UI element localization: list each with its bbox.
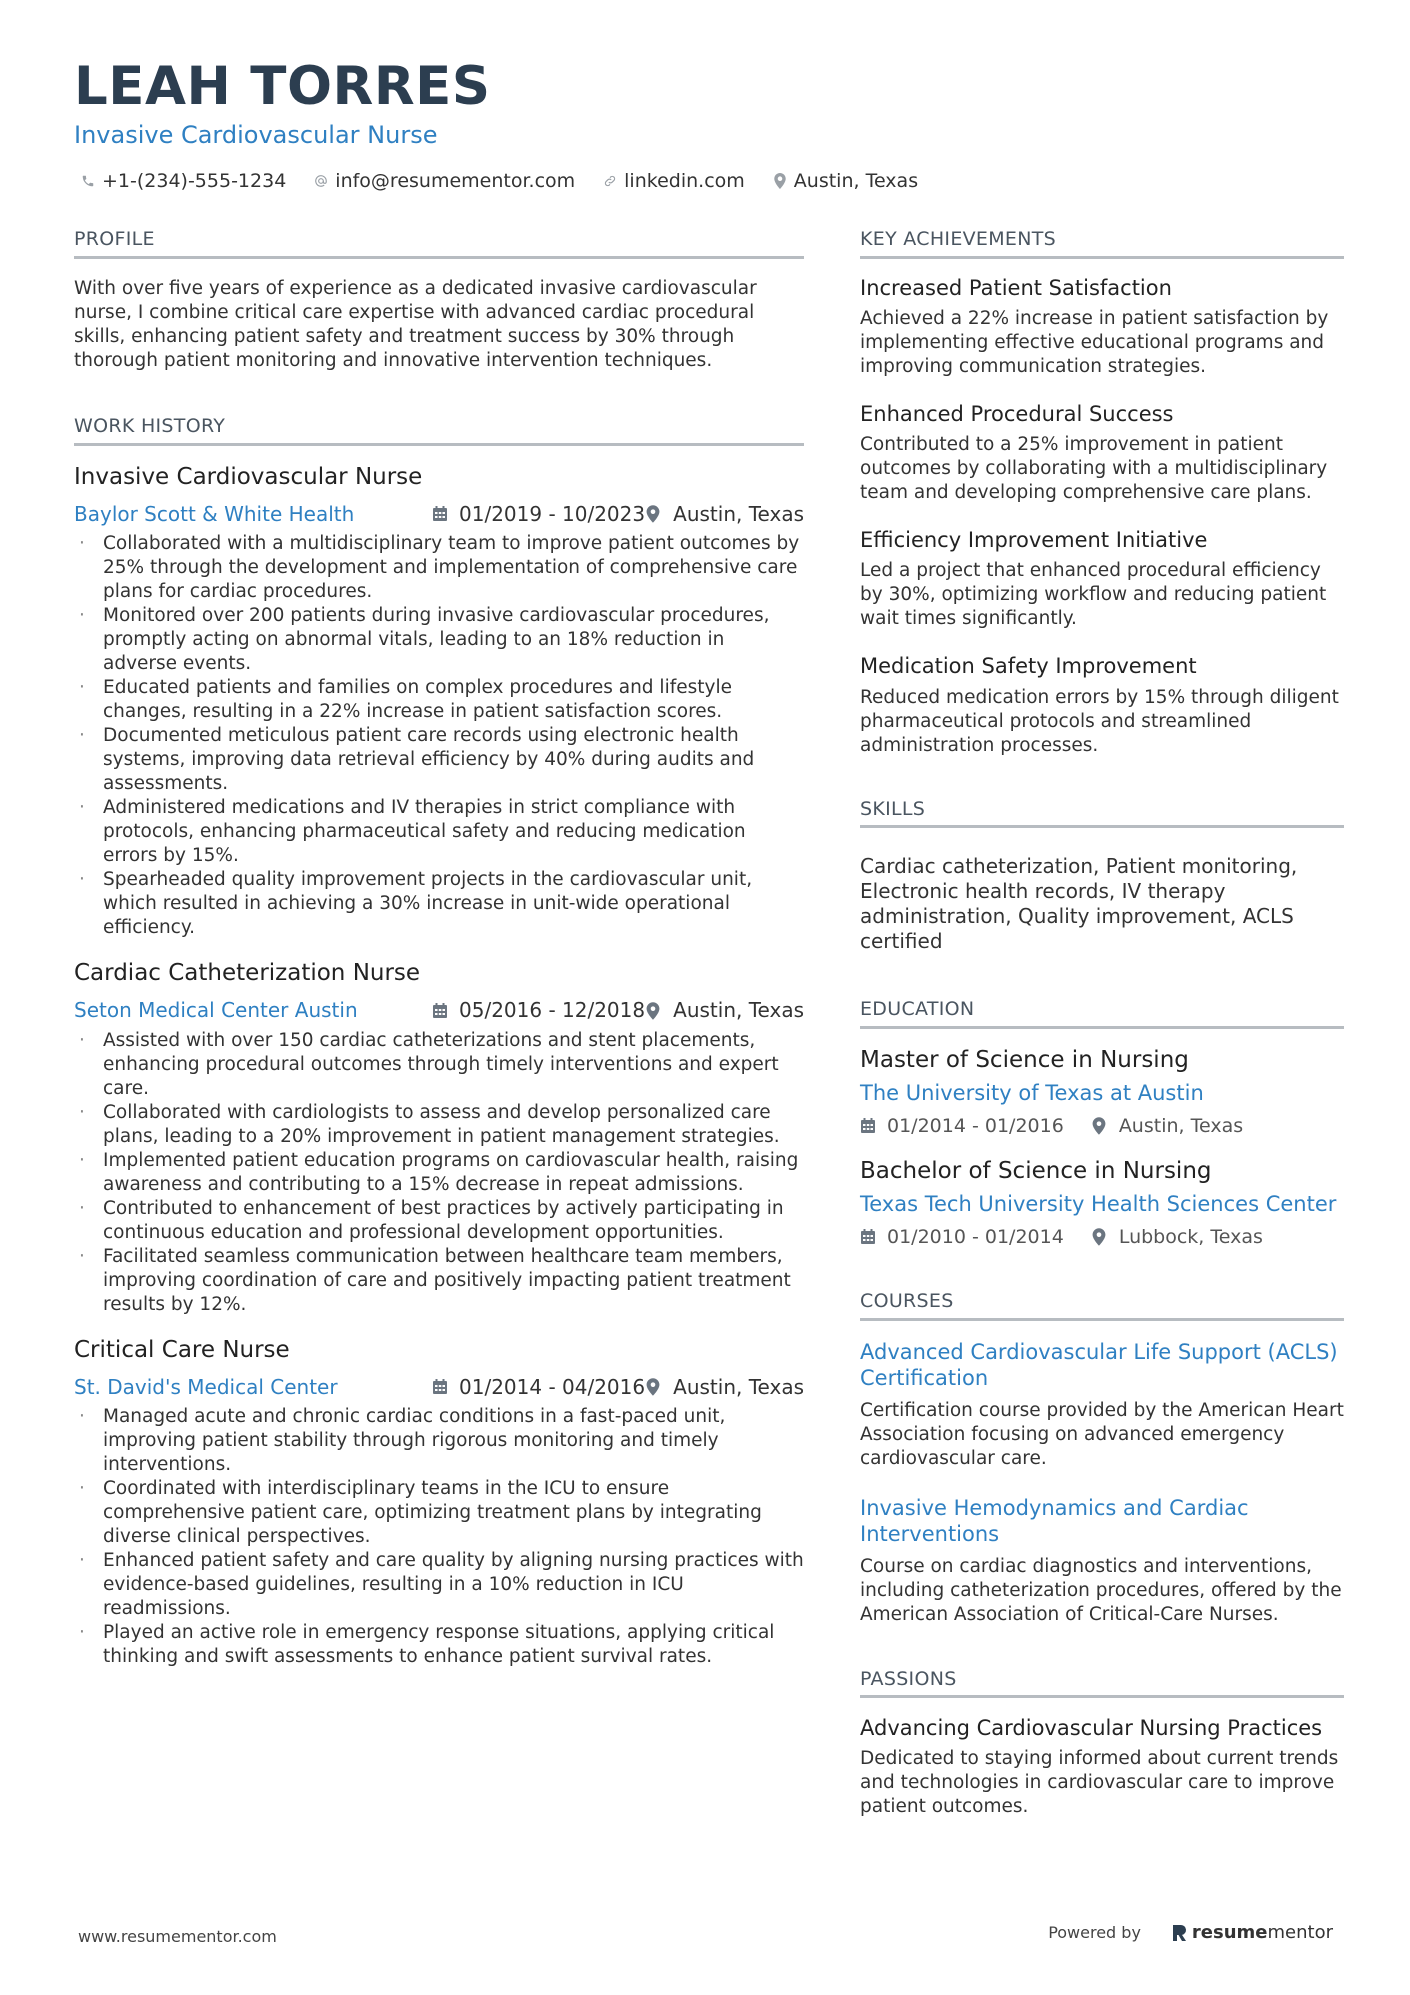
course-item bbox=[860, 1495, 1344, 1627]
job-meta bbox=[74, 1374, 804, 1399]
passions-heading: PASSIONS bbox=[860, 1668, 1344, 1699]
contact-linkedin[interactable] bbox=[602, 170, 745, 192]
job-entry bbox=[74, 464, 804, 941]
bullet-text: Played an active role in emergency response situations, applying critical thinking and swift assessments to enhance patient survival rates. bbox=[103, 1622, 775, 1668]
job-bullets bbox=[74, 1029, 804, 1317]
bullet-dot: · bbox=[79, 1406, 85, 1428]
calendar-icon bbox=[860, 1228, 877, 1245]
bullet-item bbox=[74, 1101, 804, 1149]
powered-by-label: Powered by bbox=[1048, 1923, 1141, 1942]
achievement-title: Increased Patient Satisfaction bbox=[860, 275, 1172, 300]
bullet-item bbox=[74, 1029, 804, 1101]
education-location-text: Lubbock, Texas bbox=[1118, 1225, 1263, 1248]
achievement-desc: Achieved a 22% increase in patient satisfaction by implementing effective educational programs and improving communication strategies. bbox=[860, 307, 1329, 377]
job-title: Invasive Cardiovascular Nurse bbox=[74, 463, 423, 490]
bullet-dot: · bbox=[79, 533, 85, 555]
bullet-item bbox=[74, 1621, 804, 1669]
bullet-dot: · bbox=[79, 1029, 85, 1051]
bullet-text: Educated patients and families on complex procedures and lifestyle changes, resulting in a 22% increase in patient satisfaction scores. bbox=[103, 677, 732, 723]
phone-icon bbox=[80, 173, 96, 189]
education-location bbox=[1092, 1115, 1243, 1137]
candidate-name: LEAH TORRES bbox=[74, 56, 491, 117]
achievement-title: Efficiency Improvement Initiative bbox=[860, 528, 1208, 553]
bullet-text: Enhanced patient safety and care quality by aligning nursing practices with evidence-based guidelines, resulting in a 10% reduction in ICU readmissions. bbox=[103, 1550, 804, 1620]
bullet-dot: · bbox=[79, 1550, 85, 1572]
education-dates-text: 01/2010 - 01/2014 bbox=[887, 1225, 1064, 1248]
degree-title: Bachelor of Science in Nursing bbox=[860, 1157, 1212, 1184]
location-pin-icon bbox=[646, 1378, 663, 1395]
job-meta bbox=[74, 998, 804, 1023]
calendar-icon bbox=[432, 505, 449, 522]
job-location bbox=[646, 502, 804, 526]
achievement-desc: Reduced medication errors by 15% through diligent pharmaceutical protocols and streamlined administration processes. bbox=[860, 686, 1339, 756]
bullet-item bbox=[74, 1477, 804, 1549]
at-icon bbox=[313, 173, 329, 189]
contact-bar bbox=[80, 170, 945, 192]
school-name[interactable]: Texas Tech University Health Sciences Center bbox=[860, 1191, 1337, 1216]
bullet-dot: · bbox=[79, 725, 85, 747]
job-title: Critical Care Nurse bbox=[74, 1336, 290, 1363]
bullet-text: Assisted with over 150 cardiac catheterizations and stent placements, enhancing procedural outcomes through timely interventions and expert care. bbox=[103, 1029, 779, 1099]
bullet-text: Administered medications and IV therapies in strict compliance with protocols, enhancing pharmaceutical safety and reducing medication errors by 15%. bbox=[103, 797, 746, 867]
course-desc: Course on cardiac diagnostics and interventions, including catheterization procedures, offered by the American Association of Critical-Care Nurses. bbox=[860, 1555, 1342, 1625]
job-dates-text: 01/2019 - 10/2023 bbox=[459, 501, 646, 526]
course-list bbox=[860, 1339, 1344, 1627]
achievement-title: Medication Safety Improvement bbox=[860, 654, 1197, 679]
bullet-dot: · bbox=[79, 1245, 85, 1267]
bullet-text: Contributed to enhancement of best practices by actively participating in continuous education and professional development opportunities. bbox=[103, 1197, 784, 1243]
degree-title: Master of Science in Nursing bbox=[860, 1047, 1189, 1074]
location-pin-icon bbox=[1092, 1228, 1109, 1245]
bullet-dot: · bbox=[79, 797, 85, 819]
bullet-item bbox=[74, 796, 804, 868]
achievements-heading: KEY ACHIEVEMENTS bbox=[860, 228, 1344, 259]
brand-name-part2: mentor bbox=[1267, 1922, 1333, 1943]
bullet-dot: · bbox=[79, 1149, 85, 1171]
footer-branding bbox=[1048, 1922, 1333, 1943]
brand-logo[interactable] bbox=[1171, 1922, 1333, 1943]
location-pin-icon bbox=[646, 505, 663, 522]
bullet-item bbox=[74, 604, 804, 676]
contact-email-text: info@resumementor.com bbox=[335, 170, 576, 192]
job-dates-text: 05/2016 - 12/2018 bbox=[459, 998, 646, 1023]
job-list bbox=[74, 464, 804, 1670]
education-list bbox=[860, 1047, 1344, 1248]
contact-location-text: Austin, Texas bbox=[793, 170, 919, 192]
bullet-item bbox=[74, 532, 804, 604]
passion-list bbox=[860, 1716, 1344, 1819]
course-title[interactable]: Invasive Hemodynamics and Cardiac Interventions bbox=[860, 1495, 1249, 1546]
job-location bbox=[646, 998, 804, 1022]
achievement-item bbox=[860, 402, 1344, 505]
bullet-dot: · bbox=[79, 677, 85, 699]
job-dates bbox=[432, 502, 645, 526]
location-pin-icon bbox=[646, 1002, 663, 1019]
job-location-text: Austin, Texas bbox=[673, 998, 804, 1023]
job-dates-text: 01/2014 - 04/2016 bbox=[459, 1374, 646, 1399]
education-dates-text: 01/2014 - 01/2016 bbox=[887, 1114, 1064, 1137]
job-dates bbox=[432, 998, 645, 1022]
bullet-dot: · bbox=[79, 1101, 85, 1123]
company-name[interactable]: Baylor Scott & White Health bbox=[74, 501, 355, 526]
calendar-icon bbox=[432, 1378, 449, 1395]
calendar-icon bbox=[432, 1002, 449, 1019]
bullet-item bbox=[74, 1245, 804, 1317]
company-name[interactable]: Seton Medical Center Austin bbox=[74, 998, 358, 1023]
brand-mark-icon bbox=[1171, 1923, 1187, 1943]
job-bullets bbox=[74, 1405, 804, 1669]
bullet-text: Collaborated with cardiologists to assess and develop personalized care plans, leading to a 20% improvement in patient management strategies. bbox=[103, 1101, 780, 1147]
left-column bbox=[74, 228, 804, 1669]
right-column bbox=[860, 228, 1344, 1819]
bullet-text: Facilitated seamless communication between healthcare team members, improving coordination of care and positively impacting patient treatment results by 12%. bbox=[103, 1245, 791, 1315]
contact-email[interactable] bbox=[313, 170, 575, 192]
bullet-item bbox=[74, 676, 804, 724]
job-entry bbox=[74, 960, 804, 1317]
education-heading: EDUCATION bbox=[860, 998, 1344, 1029]
job-entry bbox=[74, 1337, 804, 1670]
job-location-text: Austin, Texas bbox=[673, 501, 804, 526]
bullet-text: Implemented patient education programs on cardiovascular health, raising awareness and contributing to a 15% decrease in repeat admissions. bbox=[103, 1149, 799, 1195]
candidate-role: Invasive Cardiovascular Nurse bbox=[74, 121, 438, 149]
education-location bbox=[1092, 1226, 1263, 1248]
education-dates bbox=[860, 1115, 1064, 1137]
bullet-dot: · bbox=[79, 1622, 85, 1644]
company-name[interactable]: St. David's Medical Center bbox=[74, 1374, 338, 1399]
location-pin-icon bbox=[772, 173, 788, 189]
bullet-item bbox=[74, 868, 804, 940]
contact-phone-text: +1-(234)-555-1234 bbox=[102, 170, 287, 192]
achievement-desc: Led a project that enhanced procedural efficiency by 30%, optimizing workflow and reducing patient wait times significantly. bbox=[860, 560, 1327, 630]
bullet-item bbox=[74, 724, 804, 796]
achievement-desc: Contributed to a 25% improvement in patient outcomes by collaborating with a multidisciplinary team and developing comprehensive care plans. bbox=[860, 434, 1328, 504]
bullet-dot: · bbox=[79, 1197, 85, 1219]
footer-website[interactable]: www.resumementor.com bbox=[78, 1927, 277, 1946]
skills-heading: SKILLS bbox=[860, 798, 1344, 829]
bullet-item bbox=[74, 1549, 804, 1621]
school-name[interactable]: The University of Texas at Austin bbox=[860, 1080, 1204, 1105]
education-meta bbox=[860, 1226, 1344, 1248]
achievement-item bbox=[860, 276, 1344, 379]
job-bullets bbox=[74, 532, 804, 940]
profile-heading: PROFILE bbox=[74, 228, 804, 259]
education-dates bbox=[860, 1226, 1064, 1248]
contact-linkedin-text: linkedin.com bbox=[624, 170, 745, 192]
passion-title: Advancing Cardiovascular Nursing Practices bbox=[860, 1716, 1323, 1741]
bullet-text: Managed acute and chronic cardiac conditions in a fast-paced unit, improving patient stability through rigorous monitoring and timely interventions. bbox=[103, 1406, 726, 1476]
bullet-item bbox=[74, 1197, 804, 1245]
course-desc: Certification course provided by the American Heart Association focusing on advanced emergency cardiovascular care. bbox=[860, 1399, 1344, 1469]
profile-text: With over five years of experience as a dedicated invasive cardiovascular nurse, I combine critical care expertise with advanced cardiac procedural skills, enhancing patient safety and treatment success by 30% through thorough patient monitoring and innovative intervention techniques. bbox=[74, 277, 757, 371]
course-item bbox=[860, 1339, 1344, 1471]
bullet-text: Coordinated with interdisciplinary teams in the ICU to ensure comprehensive patient care, optimizing treatment plans by integrating diverse clinical perspectives. bbox=[103, 1478, 762, 1548]
passion-item bbox=[860, 1716, 1344, 1819]
education-location-text: Austin, Texas bbox=[1118, 1114, 1244, 1137]
passion-desc: Dedicated to staying informed about current trends and technologies in cardiovascular care to improve patient outcomes. bbox=[860, 1748, 1339, 1818]
contact-phone[interactable] bbox=[80, 170, 286, 192]
job-meta bbox=[74, 501, 804, 526]
education-meta bbox=[860, 1115, 1344, 1137]
job-title: Cardiac Catheterization Nurse bbox=[74, 960, 421, 987]
bullet-dot: · bbox=[79, 1478, 85, 1500]
courses-heading: COURSES bbox=[860, 1290, 1344, 1321]
bullet-text: Spearheaded quality improvement projects in the cardiovascular unit, which resulted in achieving a 30% increase in unit-wide operational efficiency. bbox=[103, 869, 753, 939]
bullet-dot: · bbox=[79, 605, 85, 627]
job-location bbox=[646, 1375, 804, 1399]
education-item bbox=[860, 1047, 1344, 1137]
work-history-heading: WORK HISTORY bbox=[74, 415, 804, 446]
brand-name-part1: resume bbox=[1191, 1922, 1268, 1943]
skills-text: Cardiac catheterization, Patient monitoring, Electronic health records, IV therapy administration, Quality improvement, ACLS certified bbox=[860, 854, 1298, 954]
bullet-text: Monitored over 200 patients during invasive cardiovascular procedures, promptly acting on abnormal vitals, leading to an 18% reduction in adverse events. bbox=[103, 605, 770, 675]
bullet-item bbox=[74, 1405, 804, 1477]
link-icon bbox=[602, 173, 618, 189]
bullet-text: Documented meticulous patient care records using electronic health systems, improving data retrieval efficiency by 40% during audits and assessments. bbox=[103, 725, 755, 795]
bullet-text: Collaborated with a multidisciplinary team to improve patient outcomes by 25% through the development and implementation of comprehensive care plans for cardiac procedures. bbox=[103, 533, 800, 603]
achievement-item bbox=[860, 528, 1344, 631]
course-title[interactable]: Advanced Cardiovascular Life Support (ACLS) Certification bbox=[860, 1339, 1338, 1390]
bullet-dot: · bbox=[79, 869, 85, 891]
job-dates bbox=[432, 1375, 645, 1399]
job-location-text: Austin, Texas bbox=[673, 1374, 804, 1399]
achievement-list bbox=[860, 276, 1344, 758]
contact-location bbox=[772, 170, 918, 192]
calendar-icon bbox=[860, 1117, 877, 1134]
education-item bbox=[860, 1158, 1344, 1248]
bullet-item bbox=[74, 1149, 804, 1197]
achievement-title: Enhanced Procedural Success bbox=[860, 401, 1174, 426]
location-pin-icon bbox=[1092, 1117, 1109, 1134]
achievement-item bbox=[860, 654, 1344, 757]
